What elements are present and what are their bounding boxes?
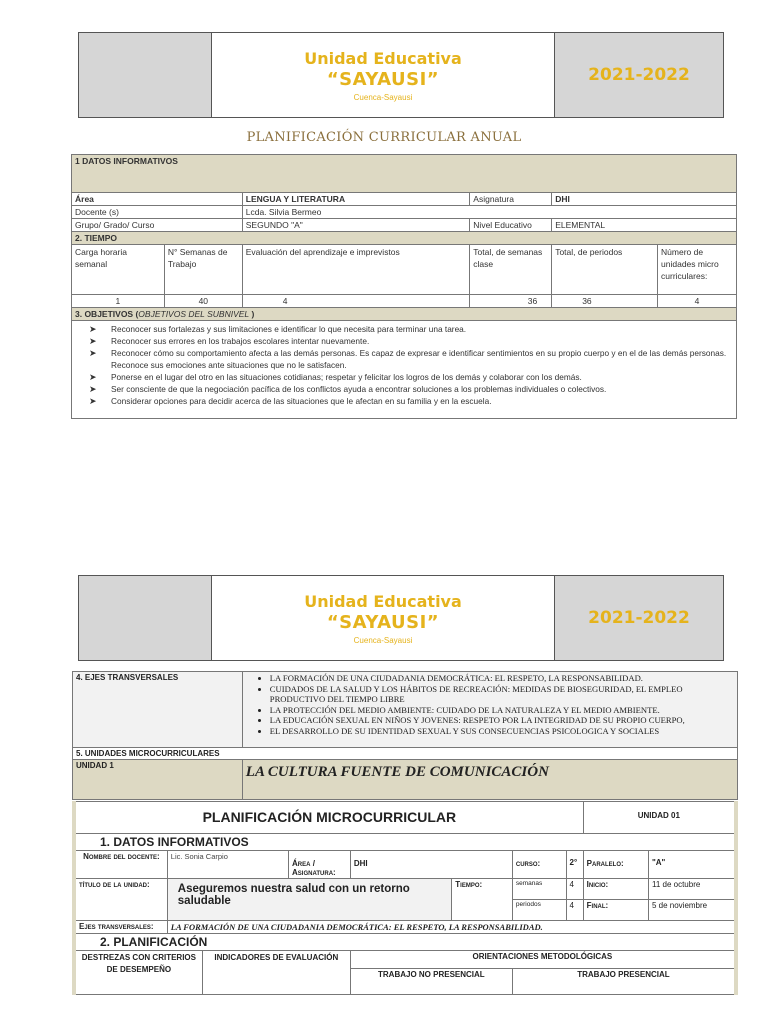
objetivo-item: ➤ Ponerse en el lugar del otro en las situaciones cotidianas; respetar y felicitar los logros de los demás y colaborar con los demás. — [89, 371, 733, 383]
tiempo-value: 40 — [164, 295, 242, 308]
ejes-table — [72, 671, 738, 800]
tiempo-header: Carga horaria semanal — [72, 245, 165, 295]
unidad-label: UNIDAD 1 — [73, 760, 243, 800]
grupo-label: Grupo/ Grado/ Curso — [72, 219, 243, 232]
tiempo-value: 4 — [658, 295, 737, 308]
eje-item: • LA FORMACIÓN DE UNA CIUDADANIA DEMOCRÁTICA: EL RESPETO, LA RESPONSABILIDAD. — [270, 673, 734, 684]
objetivos-section-title — [72, 308, 737, 321]
paralelo-label: Paralelo: — [583, 851, 648, 879]
area-value: LENGUA Y LITERATURA — [242, 193, 470, 206]
objetivos-title-prefix: 3. OBJETIVOS ( — [75, 309, 139, 319]
ejes-list — [246, 673, 734, 736]
micro-title: PLANIFICACIÓN MICROCURRICULAR — [74, 802, 583, 834]
semanas-value: 4 — [566, 879, 583, 900]
objetivos-list — [75, 323, 733, 407]
objetivos-title-italic: OBJETIVOS DEL SUBNIVEL — [138, 309, 250, 319]
annual-plan-table — [71, 154, 737, 419]
tiempo-label: Tiempo: — [452, 879, 513, 921]
school-city: Cuenca-Sayausi — [353, 635, 413, 645]
eje-item: • EL DESARROLLO DE SU IDENTIDAD SEXUAL Y SUS CONSECUENCIAS PSICOLOGICA Y SOCIALES — [270, 726, 734, 737]
header-logo-cell — [79, 576, 212, 660]
header-school-cell — [212, 576, 555, 660]
tiempo-header: Número de unidades micro curriculares: — [658, 245, 737, 295]
header-year-cell — [555, 576, 723, 660]
datos-section-title: 1 DATOS INFORMATIVOS — [72, 155, 737, 193]
micro-unidad-code: UNIDAD 01 — [583, 802, 736, 834]
nivel-value: ELEMENTAL — [552, 219, 737, 232]
titulo-unidad-value: Aseguremos nuestra salud con un retorno saludable — [167, 879, 451, 921]
header-school-cell — [212, 33, 555, 117]
tiempo-value: 36 — [552, 295, 658, 308]
area-asignatura-label: Área / Asignatura: — [289, 851, 351, 879]
school-header — [78, 32, 724, 118]
no-presencial-header: TRABAJO NO PRESENCIAL — [350, 969, 512, 995]
area-asignatura-value: DHI — [350, 851, 512, 879]
ejes-label: 4. EJES TRANSVERSALES — [73, 672, 243, 748]
school-year: 2021-2022 — [588, 65, 690, 85]
periodos-value: 4 — [566, 900, 583, 921]
semanas-label: semanas — [512, 879, 566, 900]
titulo-unidad-label: título de la unidad: — [74, 879, 167, 921]
eje-item: • LA EDUCACIÓN SEXUAL EN NIÑOS Y JOVENES: RESPETO POR LA INTEGRIDAD DE SU PROPIO CUERPO, — [270, 715, 734, 726]
orientaciones-header: ORIENTACIONES METODOLÓGICAS — [350, 951, 736, 969]
paralelo-value: "A" — [648, 851, 736, 879]
school-name-line2: “SAYAUSI” — [326, 611, 440, 633]
tiempo-value: 36 — [470, 295, 552, 308]
final-value: 5 de noviembre — [648, 900, 736, 921]
school-city: Cuenca-Sayausi — [353, 92, 413, 102]
ejes-transversales-value: LA FORMACIÓN DE UNA CIUDADANIA DEMOCRÁTICA: EL RESPETO, LA RESPONSABILIDAD. — [167, 921, 736, 934]
eje-item: • CUIDADOS DE LA SALUD Y LOS HÁBITOS DE RECREACIÓN: MEDIDAS DE BIOSEGURIDAD, EL EMPLEO PRODUCTIVO DEL TIEMPO LIBRE — [270, 684, 734, 705]
header-logo-cell — [79, 33, 212, 117]
micro-plan-title: 2. PLANIFICACIÓN — [74, 934, 736, 951]
school-name-line2: “SAYAUSI” — [326, 68, 440, 90]
periodos-label: periodos — [512, 900, 566, 921]
ejes-list-cell — [242, 672, 737, 748]
micro-plan-table — [72, 801, 738, 995]
eje-item: • LA PROTECCIÓN DEL MEDIO AMBIENTE: CUIDADO DE LA NATURALEZA Y EL MEDIO AMBIENTE. — [270, 705, 734, 716]
school-header-page2 — [78, 575, 724, 661]
final-label: Final: — [583, 900, 648, 921]
destrezas-header: DESTREZAS CON CRITERIOS DE DESEMPEÑO — [74, 951, 202, 995]
asignatura-value: DHI — [552, 193, 737, 206]
objetivo-item: ➤ Ser consciente de que la negociación pacífica de los conflictos ayuda a encontrar soluciones a los problemas individuales o colectivos. — [89, 383, 733, 395]
grupo-value: SEGUNDO "A" — [242, 219, 470, 232]
nombre-label: Nombre del docente: — [74, 851, 167, 879]
tiempo-header: Evaluación del aprendizaje e imprevistos — [242, 245, 470, 295]
school-year: 2021-2022 — [588, 608, 690, 628]
objetivo-item: ➤ Reconocer sus errores en los trabajos escolares intentar nuevamente. — [89, 335, 733, 347]
curso-label: curso: — [512, 851, 566, 879]
header-year-cell — [555, 33, 723, 117]
document-title: PLANIFICACIÓN CURRICULAR ANUAL — [246, 130, 522, 145]
tiempo-header: N° Semanas de Trabajo — [164, 245, 242, 295]
objetivos-list-cell — [72, 321, 737, 419]
inicio-value: 11 de octubre — [648, 879, 736, 900]
tiempo-value: 4 — [242, 295, 470, 308]
school-name-line1: Unidad Educativa — [304, 591, 462, 611]
nivel-label: Nivel Educativo — [470, 219, 552, 232]
objetivo-item: ➤ Considerar opciones para decidir acerca de las situaciones que le afectan en su familia y en la escuela. — [89, 395, 733, 407]
tiempo-header: Total, de semanas clase — [470, 245, 552, 295]
ejes-transversales-label: Ejes transversales: — [74, 921, 167, 934]
asignatura-label: Asignatura — [470, 193, 552, 206]
objetivos-title-suffix: ) — [249, 309, 255, 319]
docente-label: Docente (s) — [72, 206, 243, 219]
indicadores-header: INDICADORES DE EVALUACIÓN — [202, 951, 350, 995]
objetivo-item: ➤ Reconocer cómo su comportamiento afecta a las demás personas. Es capaz de expresar e identificar sentimientos en su propio cuerpo y en el de las demás personas. Reconoce sus emociones ante situaciones que no le satisfacen. — [89, 347, 733, 371]
area-label: Área — [72, 193, 243, 206]
tiempo-header: Total, de periodos — [552, 245, 658, 295]
school-name-line1: Unidad Educativa — [304, 48, 462, 68]
unidad-title: LA CULTURA FUENTE DE COMUNICACIÓN — [242, 760, 737, 800]
curso-value: 2° — [566, 851, 583, 879]
docente-value: Lcda. Silvia Bermeo — [242, 206, 736, 219]
objetivo-item: ➤ Reconocer sus fortalezas y sus limitaciones e identificar lo que necesita para terminar una tarea. — [89, 323, 733, 335]
unidades-label: 5. UNIDADES MICROCURRICULARES — [73, 748, 738, 760]
micro-datos-title: 1. DATOS INFORMATIVOS — [74, 834, 736, 851]
tiempo-value: 1 — [72, 295, 165, 308]
nombre-value: Lic. Sonia Carpio — [167, 851, 288, 879]
presencial-header: TRABAJO PRESENCIAL — [512, 969, 736, 995]
tiempo-section-title: 2. TIEMPO — [72, 232, 737, 245]
inicio-label: Inicio: — [583, 879, 648, 900]
